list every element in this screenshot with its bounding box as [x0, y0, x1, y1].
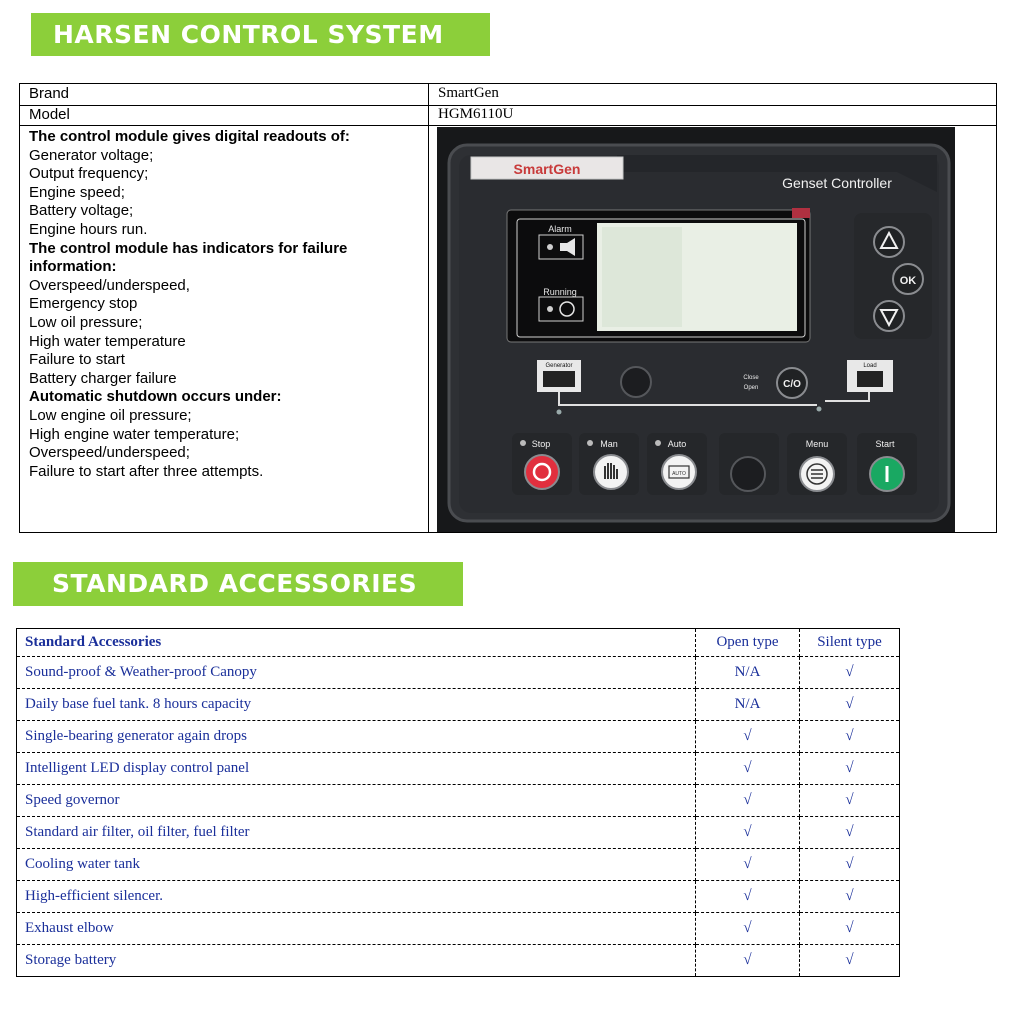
open-type-cell: N/A	[696, 657, 800, 689]
indicator-item: Battery charger failure	[29, 369, 177, 387]
column-divider	[428, 84, 429, 532]
readout-item: Engine speed;	[29, 183, 125, 201]
alarm-label: Alarm	[548, 224, 572, 234]
readout-heading: The control module gives digital readouts of:	[29, 128, 350, 145]
man-label: Man	[600, 439, 618, 449]
model-label: Model	[29, 106, 70, 123]
accessory-name: Speed governor	[17, 785, 696, 817]
start-label: Start	[875, 439, 895, 449]
silent-type-cell: √	[800, 785, 900, 817]
shutdown-item: Overspeed/underspeed;	[29, 444, 190, 462]
table-row	[17, 913, 900, 945]
silent-type-cell: √	[800, 657, 900, 689]
readout-item: Output frequency;	[29, 165, 149, 183]
accessory-name: Sound-proof & Weather-proof Canopy	[17, 657, 696, 689]
stop-key[interactable]	[512, 433, 572, 495]
start-key[interactable]	[857, 433, 917, 495]
accessory-name: High-efficient silencer.	[17, 881, 696, 913]
table-row	[17, 849, 900, 881]
changeover-label: C/O	[783, 379, 801, 390]
table-row	[17, 817, 900, 849]
table-row	[17, 753, 900, 785]
shutdown-heading: Automatic shutdown occurs under:	[29, 388, 282, 406]
stop-label: Stop	[531, 439, 551, 449]
readout-item: Battery voltage;	[29, 202, 134, 220]
silent-type-cell: √	[800, 817, 900, 849]
model-value: HGM6110U	[438, 106, 514, 122]
alarm-led-icon	[547, 244, 553, 250]
open-type-cell: √	[696, 785, 800, 817]
open-type-cell: N/A	[696, 689, 800, 721]
accessory-name: Daily base fuel tank. 8 hours capacity	[17, 689, 696, 721]
ok-label: OK	[899, 275, 917, 287]
silent-type-cell: √	[800, 913, 900, 945]
indicator-item: Emergency stop	[29, 295, 138, 313]
panel-brand-text: SmartGen	[513, 161, 581, 177]
indicator-item: Failure to start	[29, 351, 125, 369]
shutdown-item: Low engine oil pressure;	[29, 406, 192, 424]
open-type-cell: √	[696, 849, 800, 881]
header-silent-type: Silent type	[800, 629, 900, 657]
open-type-cell: √	[696, 945, 800, 977]
shutdown-item: High engine water temperature;	[29, 425, 240, 443]
blank-key[interactable]	[719, 433, 779, 495]
shutdown-item: Failure to start after three attempts.	[29, 462, 264, 480]
menu-label: Menu	[805, 439, 829, 449]
open-type-cell: √	[696, 817, 800, 849]
brand-row	[20, 84, 996, 106]
table-row	[17, 657, 900, 689]
control-system-banner: HARSEN CONTROL SYSTEM	[31, 13, 490, 56]
auto-key[interactable]	[647, 433, 707, 495]
open-type-cell: √	[696, 913, 800, 945]
header-accessories: Standard Accessories	[17, 629, 696, 657]
table-row	[17, 721, 900, 753]
indicator-item: High water temperature	[29, 332, 186, 350]
silent-type-cell: √	[800, 881, 900, 913]
silent-type-cell: √	[800, 689, 900, 721]
open-type-cell: √	[696, 881, 800, 913]
open-type-cell: √	[696, 721, 800, 753]
generator-label: Generator	[545, 363, 573, 369]
indicator-item: Low oil pressure;	[29, 313, 143, 331]
control-spec-table	[19, 83, 997, 533]
man-key[interactable]	[579, 433, 639, 495]
readout-item: Generator voltage;	[29, 146, 154, 164]
load-label: Load	[863, 363, 877, 369]
accessory-name: Single-bearing generator again drops	[17, 721, 696, 753]
silent-type-cell: √	[800, 753, 900, 785]
readout-item: Engine hours run.	[29, 220, 148, 238]
auto-label: Auto	[667, 439, 687, 449]
model-row	[20, 105, 996, 126]
accessory-name: Intelligent LED display control panel	[17, 753, 696, 785]
table-row	[17, 785, 900, 817]
accessories-header-row	[17, 629, 900, 657]
open-type-cell: √	[696, 753, 800, 785]
indicators-heading: The control module has indicators for failure information:	[29, 239, 348, 276]
panel-title-text: Genset Controller	[782, 175, 892, 191]
open-label: Open	[743, 385, 759, 391]
close-label: Close	[743, 375, 759, 381]
module-description	[29, 128, 424, 481]
table-row	[17, 945, 900, 977]
accessory-name: Storage battery	[17, 945, 696, 977]
controller-photo	[437, 127, 955, 532]
brand-label: Brand	[29, 85, 70, 102]
indicator-item: Overspeed/underspeed,	[29, 276, 190, 294]
silent-type-cell: √	[800, 721, 900, 753]
auto-icon-text: AUTO	[672, 471, 686, 477]
header-open-type: Open type	[696, 629, 800, 657]
silent-type-cell: √	[800, 945, 900, 977]
table-row	[17, 881, 900, 913]
menu-key[interactable]	[787, 433, 847, 495]
accessory-name: Standard air filter, oil filter, fuel filter	[17, 817, 696, 849]
running-led-icon	[547, 306, 553, 312]
silent-type-cell: √	[800, 849, 900, 881]
brand-value: SmartGen	[438, 85, 499, 101]
accessory-name: Cooling water tank	[17, 849, 696, 881]
running-label: Running	[543, 287, 577, 297]
table-row	[17, 689, 900, 721]
accessories-banner: STANDARD ACCESSORIES	[13, 562, 463, 606]
accessories-table	[16, 628, 900, 977]
accessory-name: Exhaust elbow	[17, 913, 696, 945]
